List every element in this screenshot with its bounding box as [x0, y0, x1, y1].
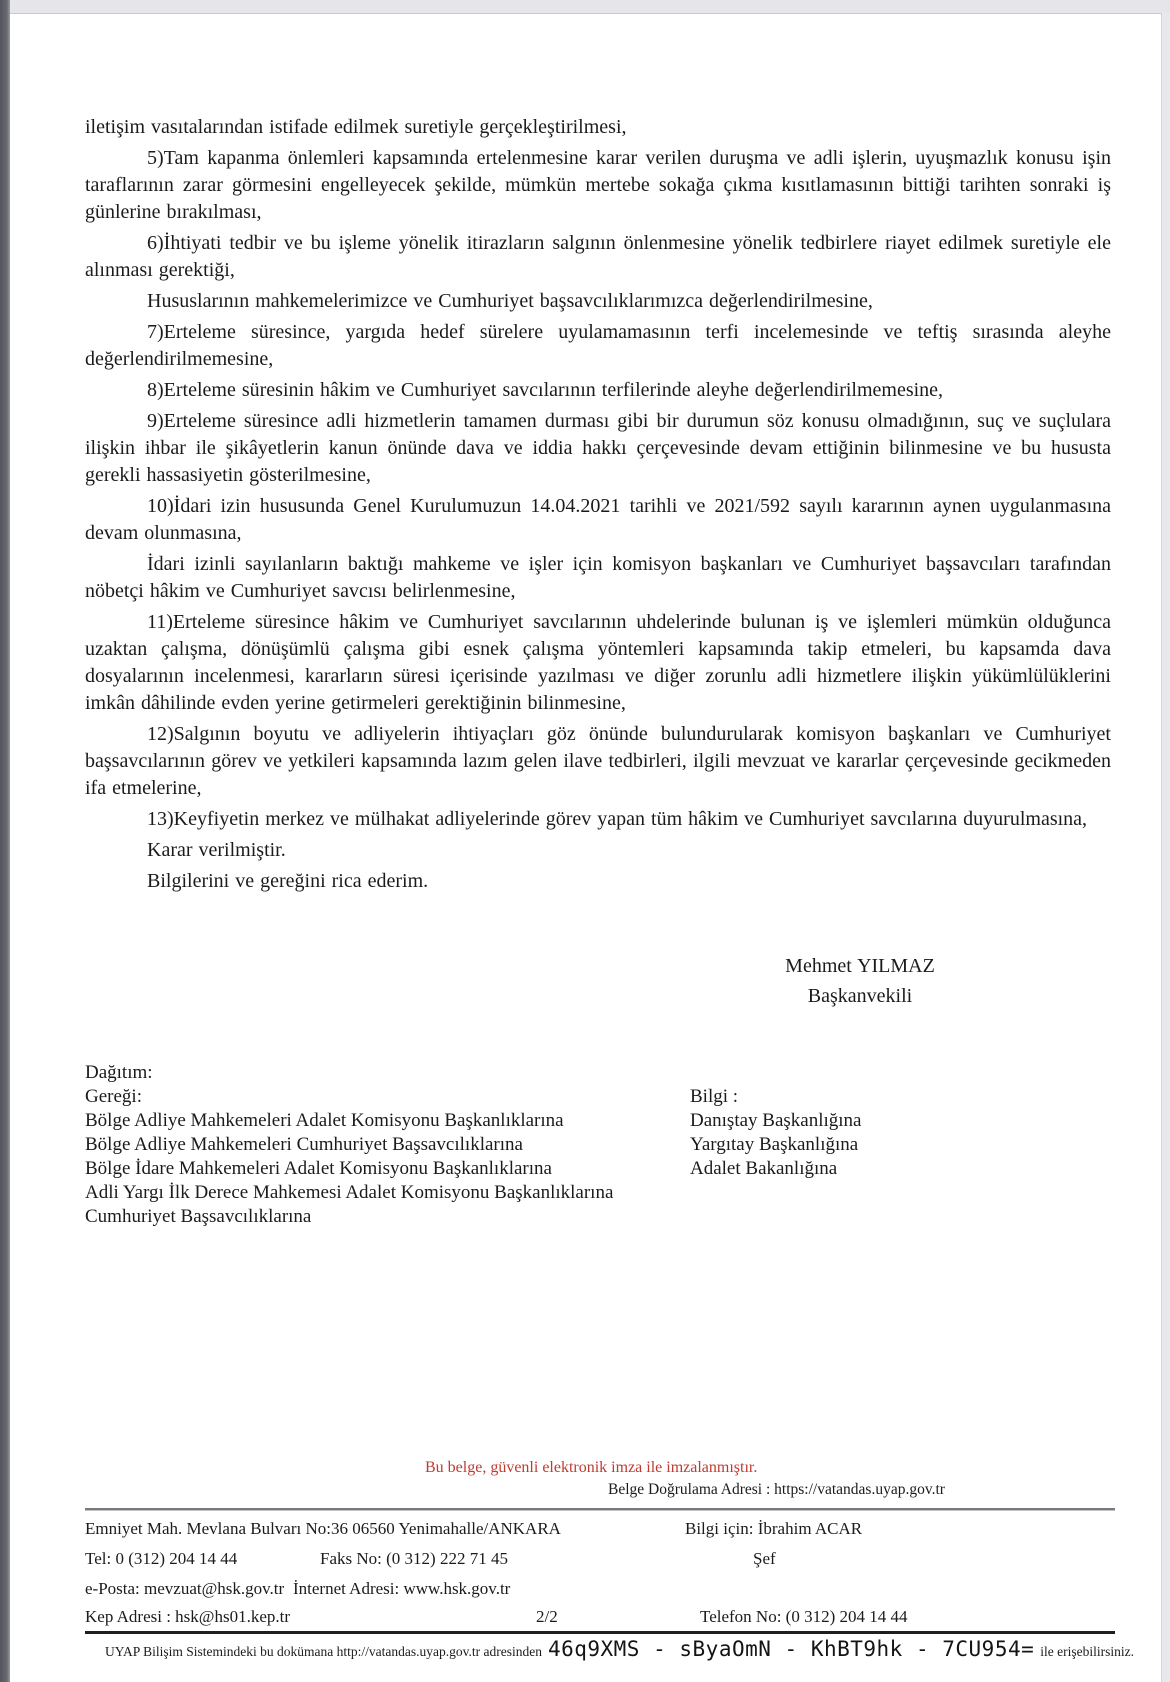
footer-separator-line [85, 1508, 1115, 1511]
distribution-left-column [85, 1085, 1111, 1229]
body-paragraph: Karar verilmiştir. [147, 839, 286, 861]
uyap-access-note [85, 1637, 1134, 1661]
body-paragraph: Bilgilerini ve gereğini rica ederim. [147, 870, 429, 892]
document-page [10, 13, 1162, 1682]
viewer-left-gutter [0, 0, 10, 1682]
footer-faks: Faks No: (0 312) 222 71 45 [320, 1549, 508, 1568]
footer-contact-title: Şef [753, 1549, 776, 1568]
footer-bottom-line [85, 1631, 1115, 1634]
signature-block [695, 951, 1025, 1011]
footer-internet: İnternet Adresi: www.hsk.gov.tr [293, 1579, 511, 1598]
body-paragraph: 8)Erteleme süresinin hâkim ve Cumhuriyet savcılarının terfilerinde aleyhe değerlendirilmemesine, [147, 379, 944, 401]
distribution-title: Dağıtım: [85, 1062, 153, 1083]
body-paragraph: 10)İdari izin hususunda Genel Kurulumuzun 14.04.2021 tarihli ve 2021/592 sayılı kararının aynen uygulanmasına devam olunmasına, [85, 495, 1111, 544]
page-footer [85, 1457, 1134, 1661]
esign-notice: Bu belge, güvenli elektronik imza ile imzalanmıştır. [425, 1459, 758, 1476]
body-paragraph: 13)Keyfiyetin merkez ve mülhakat adliyelerinde görev yapan tüm hâkim ve Cumhuriyet savcılarına duyurulmasına, [147, 808, 1088, 830]
body-paragraph: 12)Salgının boyutu ve adliyelerin ihtiyaçları göz önünde bulundurularak komisyon başkanları ve Cumhuriyet başsavcılarının görev ve yetkileri kapsamında lazım gelen ilave tedbirleri, ilgili mevzuat ve kararlar çerçevesinde gecikmeden ifa etmelerine, [85, 723, 1111, 799]
signature-name: Mehmet YILMAZ [785, 955, 935, 977]
body-paragraph: Hususlarının mahkemelerimizce ve Cumhuriyet başsavcılıklarımızca değerlendirilmesine, [147, 290, 873, 312]
footer-kep: Kep Adresi : hsk@hs01.kep.tr [85, 1607, 290, 1626]
uyap-verification-code: 46q9XMS - sByaOmN - KhBT9hk - 7CU954= [547, 1637, 1035, 1661]
distribution-item: Danıştay Başkanlığına [690, 1110, 862, 1131]
footer-tel: Tel: 0 (312) 204 14 44 [85, 1549, 238, 1568]
body-paragraph: 6)İhtiyati tedbir ve bu işleme yönelik itirazların salgının önlenmesine yönelik tedbirlere riayet edilmek suretiyle ele alınması gerektiği, [85, 232, 1111, 281]
footer-telefon: Telefon No: (0 312) 204 14 44 [700, 1607, 908, 1626]
body-paragraph: 9)Erteleme süresince adli hizmetlerin tamamen durması gibi bir durumun söz konusu olmadığının, suç ve suçlulara ilişkin ihbar ile şikâyetlerin kanun önünde dava ve iddia hakkı çerçevesinde devam ettiğinin bilinmesine ve bu hususta gerekli hassasiyetin gösterilmesine, [85, 410, 1111, 486]
body-paragraph: 7)Erteleme süresince, yargıda hedef sürelere uyulamamasının terfi incelemesinde ve teftiş sırasında aleyhe değerlendirilmemesine, [85, 321, 1111, 370]
footer-eposta: e-Posta: mevzuat@hsk.gov.tr [85, 1579, 285, 1598]
distribution-right-column [690, 1085, 862, 1181]
distribution-left-header: Gereği: [85, 1086, 142, 1107]
body-paragraph: iletişim vasıtalarından istifade edilmek suretiyle gerçekleştirilmesi, [85, 116, 627, 138]
distribution-item: Bölge Adliye Mahkemeleri Cumhuriyet Başsavcılıklarına [85, 1134, 523, 1155]
distribution-right-header: Bilgi : [690, 1086, 739, 1107]
signature-title: Başkanvekili [807, 985, 913, 1007]
verification-address: Belge Doğrulama Adresi : https://vatandas.uyap.gov.tr [608, 1481, 945, 1498]
distribution-item: Adalet Bakanlığına [690, 1158, 838, 1179]
distribution-item: Bölge İdare Mahkemeleri Adalet Komisyonu Başkanlıklarına [85, 1158, 552, 1179]
distribution-item: Yargıtay Başkanlığına [690, 1134, 859, 1155]
uyap-access-suffix: ile erişebilirsiniz. [1040, 1644, 1134, 1659]
body-paragraph: 5)Tam kapanma önlemleri kapsamında ertelenmesine karar verilen duruşma ve adli işlerin, uyuşmazlık konusu işin taraflarının zarar görmesini engelleyecek şekilde, mümkün mertebe sokağa çıkma kısıtlamasının bittiği tarihten sonraki iş günlerine bırakılması, [85, 147, 1111, 223]
distribution-item: Cumhuriyet Başsavcılıklarına [85, 1206, 312, 1227]
body-paragraph: 11)Erteleme süresince hâkim ve Cumhuriyet savcılarının uhdelerinde bulunan iş ve işlemleri mümkün olduğunca uzaktan çalışma, dönüşümlü çalışma gibi esnek çalışma yöntemleri kapsamında takip etmeleri, bu kapsamda dava dosyalarının incelenmesi, kararların süresi içerisinde yazılması ve diğer zorunlu adli hizmetlere ilişkin yükümlülüklerini imkân dâhilinde evden yerine getirmeleri gerektiğinin bilinmesine, [85, 611, 1111, 714]
distribution-item: Bölge Adliye Mahkemeleri Adalet Komisyonu Başkanlıklarına [85, 1110, 564, 1131]
footer-contact: Bilgi için: İbrahim ACAR [685, 1519, 863, 1538]
distribution-item: Adli Yargı İlk Derece Mahkemesi Adalet Komisyonu Başkanlıklarına [85, 1182, 614, 1203]
uyap-access-prefix: UYAP Bilişim Sistemindeki bu dokümana http://vatandas.uyap.gov.tr adresinden [105, 1644, 542, 1659]
footer-address: Emniyet Mah. Mevlana Bulvarı No:36 06560 Yenimahalle/ANKARA [85, 1519, 561, 1538]
distribution-section [85, 1061, 1111, 1229]
document-body [10, 14, 1161, 1229]
body-paragraph: İdari izinli sayılanların baktığı mahkeme ve işler için komisyon başkanları ve Cumhuriyet başsavcıları tarafından nöbetçi hâkim ve Cumhuriyet savcısı belirlenmesine, [85, 553, 1111, 602]
page-number: 2/2 [536, 1607, 558, 1626]
viewer-top-gutter [0, 0, 1170, 13]
